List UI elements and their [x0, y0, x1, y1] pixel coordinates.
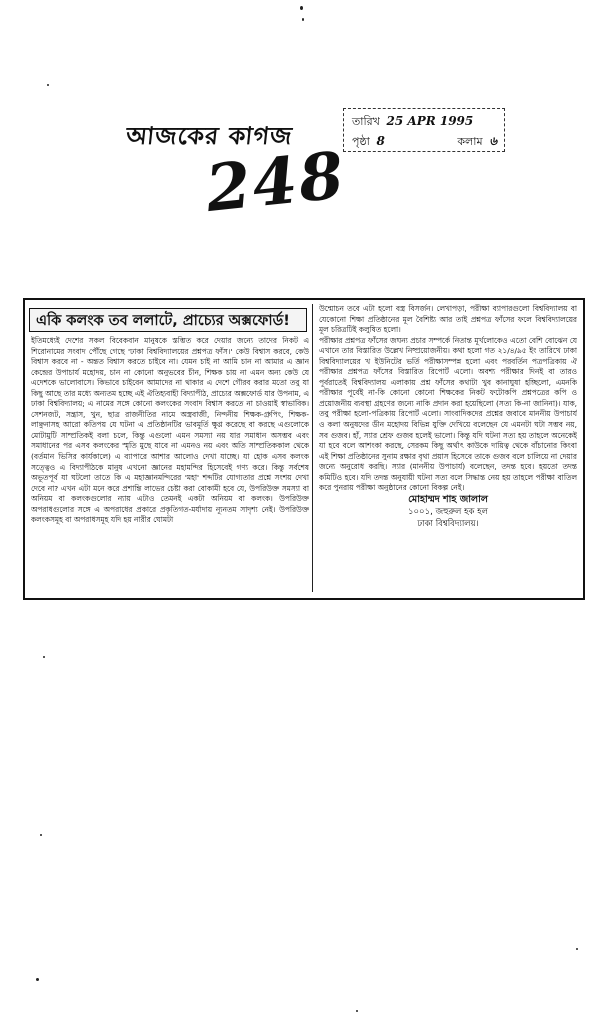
scan-speck — [47, 84, 49, 86]
handwritten-number: 248 — [202, 137, 350, 228]
column-divider — [312, 304, 313, 592]
author-institution: ঢাকা বিশ্ববিদ্যালয়। — [417, 518, 479, 529]
stamp-date-row — [352, 113, 473, 132]
scan-speck — [302, 18, 304, 21]
author-address: ১০০১, জহুরুল হক হল — [408, 506, 488, 517]
newspaper-masthead: আজকের কাগজ — [124, 122, 295, 150]
stamp-page-row — [352, 133, 497, 153]
scan-speck — [356, 1010, 358, 1012]
scan-speck — [36, 978, 39, 981]
date-stamp — [343, 108, 505, 152]
stamp-date-value: 25 APR 1995 — [386, 114, 474, 128]
newspaper-clipping — [23, 298, 585, 600]
stamp-column-label: কলাম — [457, 135, 483, 148]
stamp-column-value: ৬ — [489, 134, 497, 148]
stamp-page-label: পৃষ্ঠা — [352, 135, 370, 148]
stamp-date-label: তারিখ — [352, 115, 380, 128]
scan-speck — [43, 656, 45, 658]
article-paragraph: পরীক্ষার প্রশ্নপত্র ফাঁসের জঘন্য প্রচার সম্পর্কে নিতান্ত মূর্খলোকেও এতো বেশি বোঝেন যে এখানে তার বিস্তারিত উল্লেখ নিষ্প্রয়োজনীয়। কথা হলো গত ২১/৪/৯৫ ইং তারিখে ঢাকা বিশ্ববিদ্যালয়ের খ ইউনিটের ভর্তি পরীক্ষাসম্পন্ন হলো এবং পরবর্তিন পত্রপত্রিকায় ঐ পরীক্ষার প্রশ্নপত্র ফাঁসের বিস্তারিত রিপোর্ট এলো। অবশ্য পরীক্ষার দিনই বা তারও পূর্বরাতেই বিশ্ববিদ্যালয় এলাকায় প্রশ্ন ফাঁসের কথাটা খুব কানাঘুষা হচ্ছিলো, এমনকি পরীক্ষার পূর্বেই না-কি কোনো কোনো শিক্ষকের নিকট ফটোকপি প্রশ্নপত্রের কপি ও প্রয়োজনীয় ব্যবস্থা গ্রহণের জন্যে নাকি প্রদান করা হয়েছিলো (সত্য কি-না জানিনা)। যাক, তবু পরীক্ষা হলো-পত্রিকায় রিপোর্ট এলো। সাংবাদিকদের প্রশ্নের জবাবে মাননীয় উপাচার্য ও কলা অনুষদের ডীন মহোদয় বিভিন্ন যুক্তি দেখিয়ে বলেছেন যে এমনটা ঘটা সম্ভব নয়, সব গুজব। হাঁ, স্যার শ্রেফ গুজব হলেই ভালো। কিন্তু যদি ঘটনা সত্য হয় তাহলে অনেকেই যা হবে বলে আশংকা করছে, সেরকম কিছু অর্থাৎ কাউকে দায়িত্ব থেকে বাঁচানোর কিংবা এই শিক্ষা প্রতিষ্ঠানের সুনাম রক্ষার বৃথা প্রয়াস হিসেবে তাকে গুজব বলে চালিয়ে না দেয়ার জন্যে অনুরোধ করছি। স্যার (মাননীয় উপাচার্য) বলেছেন, তদন্ত হবে। হয়তো তদন্ত কমিটিও হবে। যদি তদন্ত অনুযায়ী ঘটনা সত্য বলে সিদ্ধান্ত নেয় হয় তাহলে পরীক্ষা বাতিল করে পুনরায় পরীক্ষা অনুষ্ঠানের কোনো বিকল্প নেই। — [319, 335, 577, 493]
stamp-page-value: 8 — [376, 134, 385, 148]
scan-speck — [300, 6, 303, 10]
author-byline — [319, 494, 577, 530]
article-paragraph: উন্মোচন তবে এটা হলো বস্ত্র বিসর্জন। লেখাপড়া, পরীক্ষা ব্যাপারগুলো বিশ্ববিদ্যালয় বা যেকোনো শিক্ষা প্রতিষ্ঠানের মূল বৈশিষ্ট্য আর তাই প্রশ্নপত্র ফাঁসের ফলে বিশ্ববিদ্যালয়ের মূল চরিত্রটিই কলুষিত হলো। — [319, 304, 577, 335]
article-paragraph: ইতিমধ্যেই দেশের সকল বিবেকবান মানুষকে স্তম্ভিত করে দেয়ার জন্যে তাদের নিকট এ শিরোনামের সংবাদ পৌঁছে গেছে 'ঢাকা বিশ্ববিদ্যালয়ের প্রশ্নপত্র ফাঁস।' কেউ বিশ্বাস করবে, কেউ বিশ্বাস করবে না - অন্তত বিশ্বাস করতে চাইবে না। যেমন চাই না আমি চান না আমার এ জ্ঞান কেন্দ্রের উপাচার্য মহোদয়, চান না কোনো অনুভবের চীন, শিক্ষক চায় না এমন অন্য কেউ যে এদেশকে ভালোবাসে। কিভাবে চাইবেন আমাদের না থাকার এ দেশে গৌরব করার মতো তবু যা কিছু আছে তার মধ্যে অন্যতম হচ্ছে এই ঐতিহ্যবাহী বিদ্যাপীঠ, প্রাচ্যের অক্সফোর্ড যার উপনাম, এ ঢাকা বিশ্ববিদ্যালয়; এ নামের সঙ্গে কোনো কলংকের সংবাদ বিশ্বাস করতে না চাওয়াই স্বাভাবিক। সেশনজট, সন্ত্রাস, খুন, ছাত্র রাজনীতির নামে অস্ত্রবাজী, নিন্দনীয় শিক্ষক-গ্রুপিং, শিক্ষক-লাঞ্ছনাসহ আরো কতিপয় যে ঘটনা এ প্রতিষ্ঠানটির ভাবমূর্তি ক্ষুণ্ণ করেছে বা করছে এগুলোকে মোটামুটি সাম্প্রতিকই বলা চলে, কিন্তু এগুলো এমন সমস্যা নয় যার সমাধান অসম্ভব এবং সমাধানের পর এসব কলংকের স্মৃতি মুছে যাবে না এমনও নয় এবং অতি সাম্প্রতিককাল থেকে (বর্তমান ভিসির কার্যকালে) এ ব্যাপারে আশার আলোও দেখা যাচ্ছে। যা হোক এসব কলংক সত্ত্বেও এ বিদ্যাপীঠকে মানুষ এখনো জ্ঞানের মহামন্দির হিসেবেই গণ্য করে। কিন্তু সর্বশেষ অভূতপূর্ব যা ঘটলো তাতে কি এ মহাজ্ঞানমন্দিরের 'মহা' শব্দটির যোগ্যতার প্রশ্নে সংশয় দেখা দেবে না? এখন এটা মনে করে প্রশান্তি লাভের চেষ্টা করা বোকামী হবে যে, উপরিউক্ত সমস্যা বা অনিয়ম বা কলংকগুলোর ন্যায় এটাও তেমনই একটা অনিয়ম বা কলংক। উপরিউক্ত অপরাধগুলোর সঙ্গে এ অপরাধের প্রকারে প্রকৃতিগত-মর্যাদায় ন্যূনতম সাদৃশ্য নেই। উপরিউক্ত কলংকসমূহ বা অপরাধসমূহ যদি হয় নারীর ঘোমটা — [31, 336, 309, 525]
author-name: মোহাম্মদ শাহ জালাল — [408, 493, 488, 505]
article-right-column — [319, 304, 577, 592]
article-headline: একি কলংক তব ললাটে, প্রাচ্যের অক্সফোর্ড! — [29, 308, 307, 332]
scan-speck — [40, 834, 42, 836]
scan-speck — [576, 948, 578, 950]
article-left-column — [31, 336, 309, 594]
